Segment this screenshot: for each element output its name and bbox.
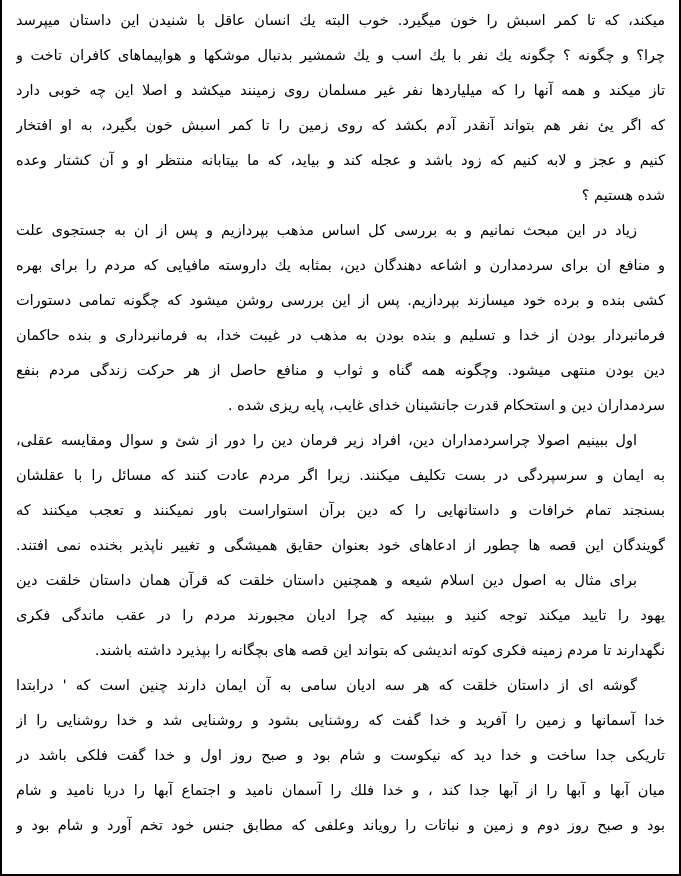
text-line: نگهدارند تا مردم زمینه فکری کوته اندیشی که بتواند این قصه های بچگانه را بپذیرد داشته باشند. xyxy=(94,643,665,659)
text-line: خدا آسمانها و زمین را آفرید و خدا گفت که روشنایی بشود و روشنایی شد و خدا روشنایی را از xyxy=(16,713,665,729)
text-line: شده هستیم ؟ xyxy=(581,188,665,204)
text-line: یهود را تایید میکند توجه کنید و ببینید که چرا ادیان مجبورند مردم را در عقب ماندگی فکری xyxy=(16,608,665,624)
text-line: تاز میکند و همه آنها را که میلیاردها نفر غیر مسلمان روی زمینند میکشد و اصلا این چه خوبی دارد xyxy=(16,83,665,99)
text-line: به ایمان و سرسپردگی در بست تکلیف میکنند. زیرا اگر مردم عادت کنند که مسائل را با عقلشان xyxy=(16,468,665,484)
text-line: کنیم و عجز و لابه کنیم که زود باشد و عجله کند و بیاید، که ما بیتابانه منتظر او و آن کشتار وعده xyxy=(16,153,665,169)
paragraph-first-line: اول ببینیم اصولا چراسردمداران دین، افراد زیر فرمان دین را دور از شئ و سوال ومقایسه عقلی، xyxy=(16,433,637,449)
paragraph-first-line: برای مثال به اصول دین اسلام شیعه و همچنین داستان خلقت که قرآن همان داستان خلقت دین xyxy=(16,573,637,589)
text-line: کشی بنده و برده خود میسازند بپردازیم. پس از این بررسی روشن میشود که چگونه تمامی دستورات xyxy=(16,293,665,309)
text-line: بود و صبح روز دوم و زمین و نباتات را رویاند وعلفی که مطابق جنس خود تخم آورد و شام بود و xyxy=(16,818,665,834)
paragraph-first-line: زیاد در این مبحث نمانیم و به بررسی کل اساس مذهب بپردازیم و پس از ان به جستجوی علت xyxy=(16,223,637,239)
text-line: دین بودن منتهی میشود. وچگونه همه گناه و ثواب و منافع حاصل از هر حرکت زندگی مردم بنفع xyxy=(16,363,665,379)
text-line: بسنجند تمام خرافات و داستانهایی را که دین برآن استواراست باور نمیکنند و تعجب میکنند که xyxy=(16,503,665,519)
text-line: و منافع ان برای سردمدارن و اشاعه دهندگان دین، بمثابه یك داروسته مافیایی که مردم را برای بهره xyxy=(16,258,665,274)
text-line: میکند، که تا کمر اسبش را خون میگیرد. خوب البته یك انسان عاقل با شنیدن این داستان میپرسد xyxy=(16,13,665,29)
paragraph-first-line: گوشه ای از داستان خلقت که هر سه ادیان سامی به آن ایمان دارند چنین است که ' درابتدا xyxy=(16,678,637,694)
text-line: که اگر یئ نفر هم بتواند آنقدر آدم بکشد که روی زمین را تا کمر اسبش خون بگیرد، به او افتخار xyxy=(16,118,665,134)
text-line: چرا؟ و چگونه ؟ چگونه یك نفر با یك اسب و یك شمشیر بدنبال موشکها و هواپیماهای کافران تاخت و xyxy=(16,48,665,64)
text-line: سردمداران دین و استحکام قدرت جانشینان خدای غایب، پایه ریزی شده . xyxy=(227,398,665,414)
text-line: میان آبها و آبها را از آبها جدا کند ، و خدا فلك را آسمان نامید و اجتماع آبها را دریا نامید و شام xyxy=(16,783,665,799)
text-line: گویندگان این قصه ها چطور از ادعاهای خود بعنوان حقایق همیشگی و تغییر ناپذیر بخنده نمی افتند. xyxy=(16,538,665,554)
text-line: فرمانبردار بودن از خدا و تسلیم و بنده بودن به مذهب در غیبت خدا، به فرمانبرداری و بنده حاکمان xyxy=(16,328,665,344)
text-line: تاریکی جدا ساخت و خدا دید که نیکوست و شام بود و صبح روز اول و خدا گفت فلکی باشد در xyxy=(16,748,665,764)
